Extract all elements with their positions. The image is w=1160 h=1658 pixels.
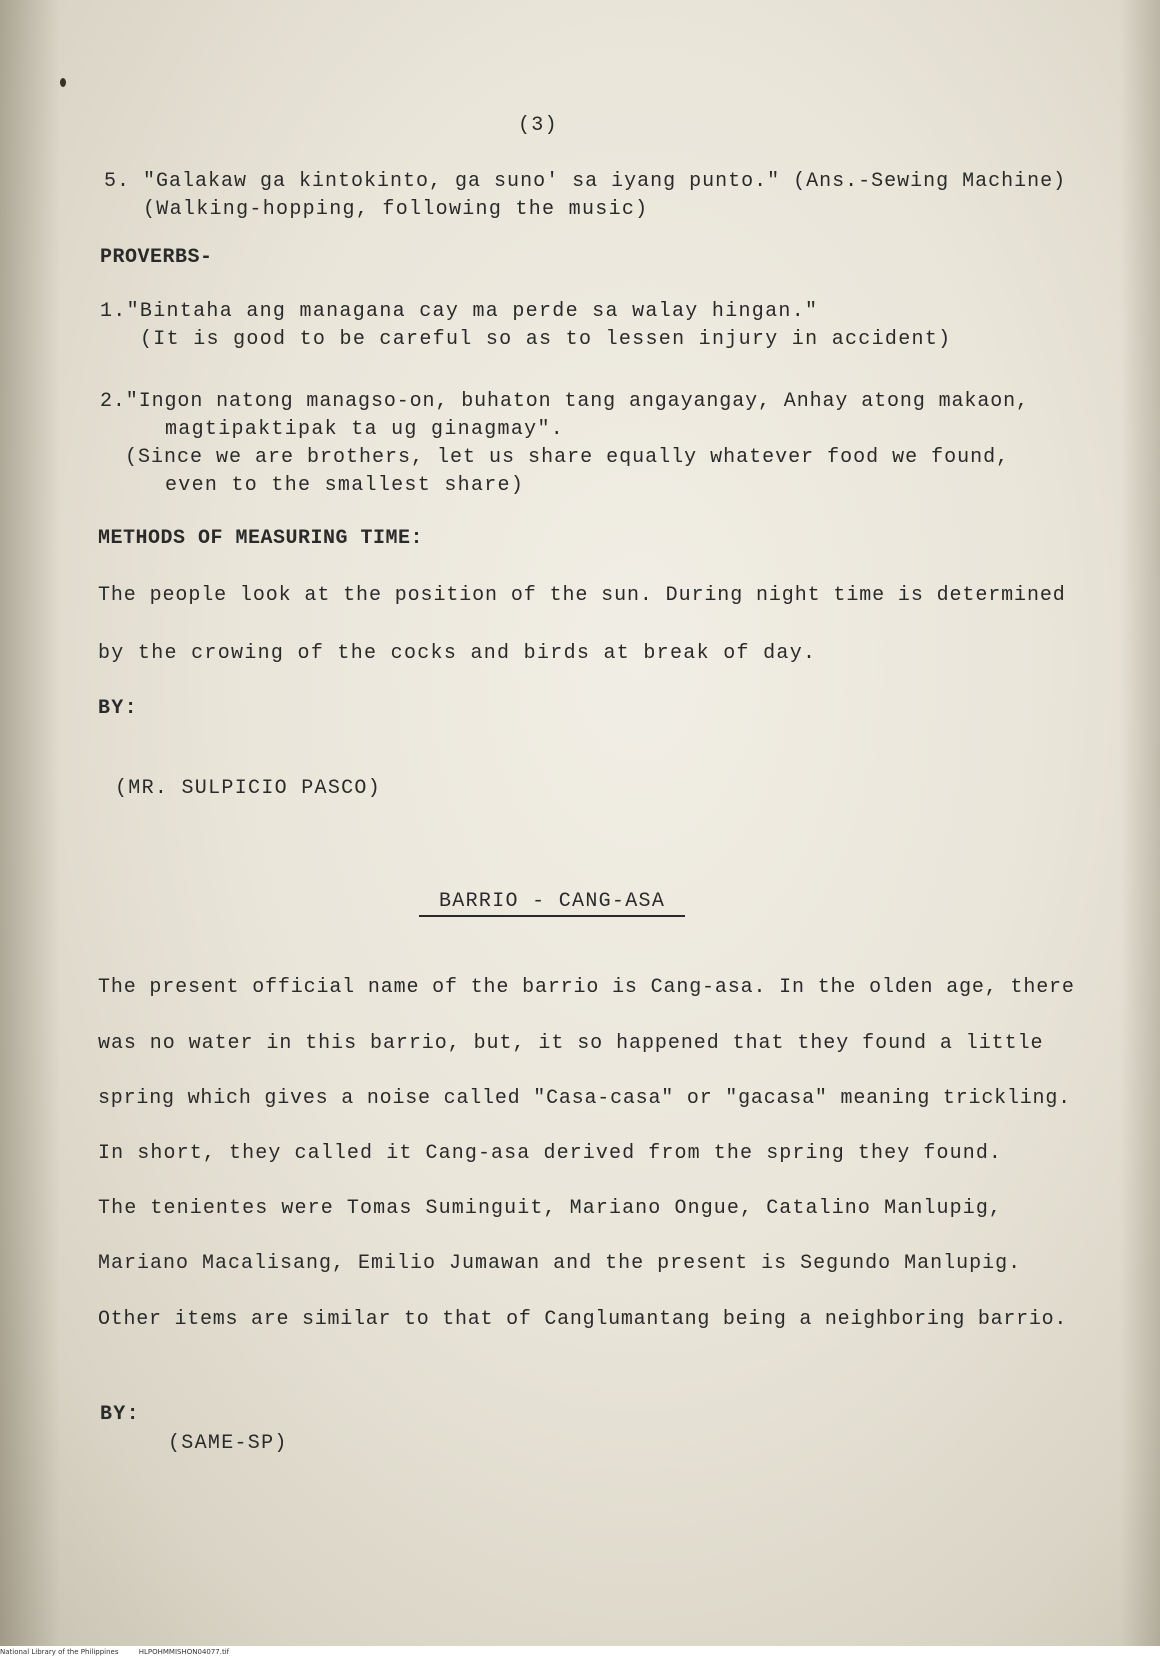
proverb-2-line-2: magtipaktipak ta ug ginagmay". — [165, 418, 565, 441]
barrio-line-2: was no water in this barrio, but, it so happened that they found a little — [98, 1032, 1044, 1055]
barrio-line-6: Mariano Macalisang, Emilio Jumawan and the present is Segundo Manlupig. — [98, 1252, 1022, 1275]
author-1: (MR. SULPICIO PASCO) — [115, 777, 382, 800]
methods-line-1: The people look at the position of the sun. During night time is determined — [98, 584, 1066, 607]
proverb-1-line-2: (It is good to be careful so as to lessen injury in accident) — [140, 328, 952, 351]
proverb-2-line-1: 2."Ingon natong managso-on, buhaton tang angayangay, Anhay atong makaon, — [100, 390, 1029, 413]
footer-filename: HLPOHMMISHON04077.tif — [138, 1648, 230, 1656]
page-number: (3) — [518, 114, 558, 137]
barrio-line-4: In short, they called it Cang-asa derived from the spring they found. — [98, 1142, 1003, 1165]
author-2: (SAME-SP) — [168, 1432, 288, 1455]
methods-line-2: by the crowing of the cocks and birds at break of day. — [98, 642, 817, 665]
footer-library: National Library of the Philippines — [0, 1648, 119, 1656]
by-label-1: BY: — [98, 697, 138, 720]
riddle-line-2: (Walking-hopping, following the music) — [143, 198, 649, 221]
methods-heading: METHODS OF MEASURING TIME: — [98, 527, 424, 550]
barrio-line-1: The present official name of the barrio is Cang-asa. In the olden age, there — [98, 976, 1075, 999]
ink-spot — [60, 78, 66, 87]
proverbs-heading: PROVERBS- — [100, 246, 213, 269]
proverb-2-line-4: even to the smallest share) — [165, 474, 525, 497]
barrio-title: BARRIO - CANG-ASA — [419, 890, 685, 917]
proverb-1-line-1: 1."Bintaha ang managana cay ma perde sa walay hingan." — [100, 300, 819, 323]
barrio-line-3: spring which gives a noise called "Casa-casa" or "gacasa" meaning trickling. — [98, 1087, 1071, 1110]
by-label-2: BY: — [100, 1403, 140, 1426]
barrio-line-5: The tenientes were Tomas Suminguit, Mariano Ongue, Catalino Manlupig, — [98, 1197, 1003, 1220]
scan-footer — [0, 1646, 1160, 1658]
barrio-line-7: Other items are similar to that of Canglumantang being a neighboring barrio. — [98, 1308, 1068, 1331]
proverb-2-line-3: (Since we are brothers, let us share equally whatever food we found, — [125, 446, 1010, 469]
riddle-line-1: 5. "Galakaw ga kintokinto, ga suno' sa iyang punto." (Ans.-Sewing Machine) — [104, 170, 1067, 193]
